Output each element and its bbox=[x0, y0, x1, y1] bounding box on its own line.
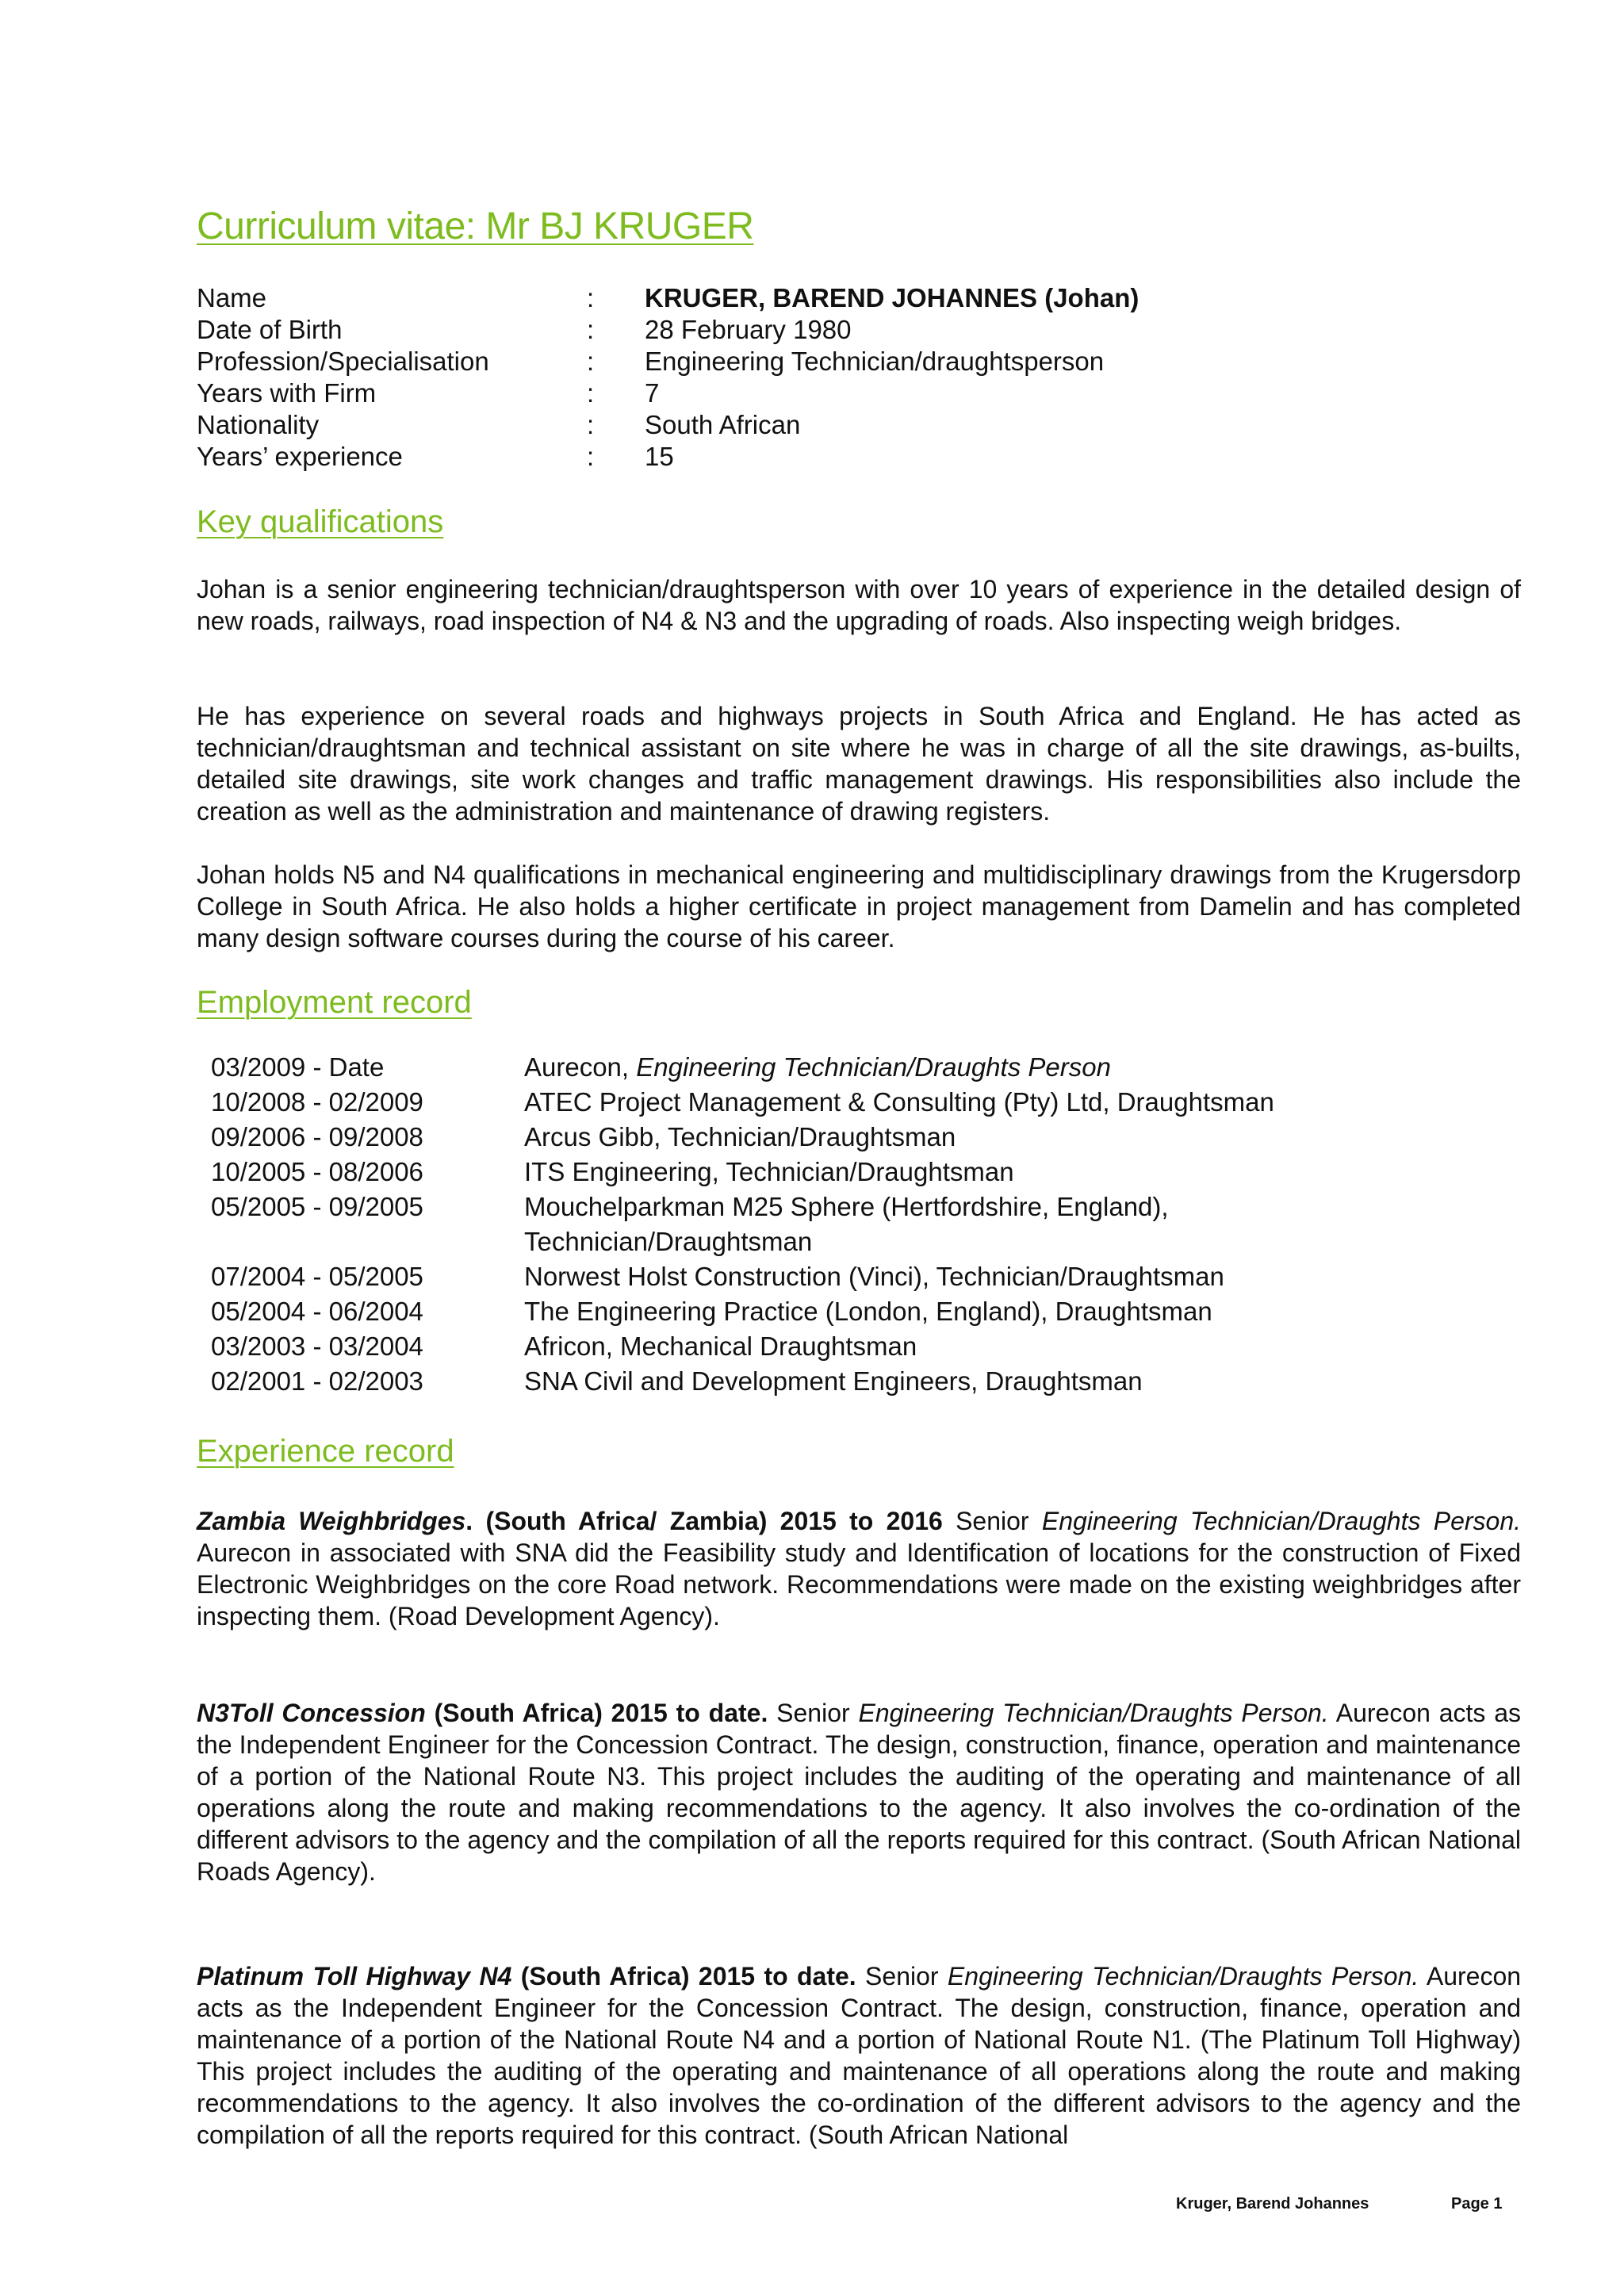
employment-description bbox=[524, 1120, 1357, 1155]
employment-row bbox=[211, 1364, 1521, 1399]
project-description: Aurecon acts as the Independent Engineer for the Concession Contract. The design, construction, finance, operation and maintenance of a portion of the National Route N4 and a portion of National Route N1. (The Platinum Toll Highway) This project includes the auditing of the operating and maintenance of all operations along the route and making recommendations to the agency. It also involves the co-ordination of the different advisors to the agency and the compilation of all the reports required for this contract. (South African National bbox=[197, 1962, 1522, 2149]
key-qualifications-heading: Key qualifications bbox=[197, 504, 444, 539]
project-role: Engineering Technician/Draughts Person. bbox=[1041, 1507, 1522, 1535]
employer-name: Mouchelparkman M25 Sphere (Hertfordshire, England), bbox=[524, 1192, 1169, 1221]
employment-description bbox=[524, 1190, 1357, 1259]
job-role: Technician/Draughtsman bbox=[524, 1227, 813, 1256]
detail-colon: : bbox=[587, 442, 595, 471]
detail-colon: : bbox=[587, 410, 595, 439]
employer-name: Aurecon, bbox=[524, 1052, 630, 1082]
detail-label: Profession/Specialisation bbox=[197, 347, 489, 376]
job-role: Draughtsman bbox=[1055, 1297, 1212, 1326]
employer-name: Arcus Gibb, bbox=[524, 1122, 661, 1151]
employment-row bbox=[211, 1120, 1521, 1155]
detail-value: Engineering Technician/draughtsperson bbox=[645, 347, 1105, 376]
role-lead: Senior bbox=[942, 1507, 1042, 1535]
employment-row bbox=[211, 1190, 1521, 1259]
role-lead: Senior bbox=[856, 1962, 948, 1990]
employer-name: SNA Civil and Development Engineers, bbox=[524, 1366, 979, 1396]
job-role: Technician/Draughtsman bbox=[667, 1122, 956, 1151]
detail-label: Years with Firm bbox=[197, 378, 377, 408]
footer-page-number: Page 1 bbox=[1451, 2195, 1503, 2213]
employment-dates: 05/2004 - 06/2004 bbox=[211, 1297, 423, 1326]
detail-value: South African bbox=[645, 410, 801, 439]
detail-colon: : bbox=[587, 283, 595, 312]
job-role: Technician/Draughtsman bbox=[936, 1262, 1224, 1291]
detail-label: Name bbox=[197, 283, 267, 312]
employment-description bbox=[524, 1259, 1357, 1294]
job-role: Draughtsman bbox=[1116, 1087, 1274, 1117]
detail-colon: : bbox=[587, 378, 595, 408]
job-role: Technician/Draughtsman bbox=[726, 1157, 1014, 1186]
job-role: Engineering Technician/Draughts Person bbox=[636, 1052, 1111, 1082]
employment-description bbox=[524, 1050, 1357, 1085]
project-name: Zambia Weighbridges bbox=[197, 1507, 466, 1535]
detail-row-nationality bbox=[197, 409, 1521, 441]
detail-row-profession bbox=[197, 346, 1521, 377]
employer-name: Africon, bbox=[524, 1331, 613, 1361]
employer-name: The Engineering Practice (London, England), bbox=[524, 1297, 1048, 1326]
detail-row-years-with-firm bbox=[197, 377, 1521, 409]
employment-record-heading: Employment record bbox=[197, 985, 472, 1020]
employer-name: ATEC Project Management & Consulting (Pty) Ltd, bbox=[524, 1087, 1110, 1117]
detail-value: 7 bbox=[645, 378, 660, 408]
role-lead: Senior bbox=[768, 1699, 859, 1727]
employment-dates: 09/2006 - 09/2008 bbox=[211, 1122, 423, 1151]
employment-description bbox=[524, 1155, 1357, 1190]
job-role: Draughtsman bbox=[985, 1366, 1143, 1396]
employment-description bbox=[524, 1085, 1357, 1120]
project-location-dates: (South Africa) 2015 to date. bbox=[511, 1962, 856, 1990]
detail-row-name bbox=[197, 282, 1521, 314]
detail-value: 28 February 1980 bbox=[645, 315, 852, 344]
project-location-dates: . (South Africa/ Zambia) 2015 to 2016 bbox=[465, 1507, 943, 1535]
experience-record-heading: Experience record bbox=[197, 1434, 454, 1469]
employment-dates: 10/2005 - 08/2006 bbox=[211, 1157, 423, 1186]
detail-row-dob bbox=[197, 314, 1521, 346]
employment-description bbox=[524, 1364, 1357, 1399]
qualification-paragraph: Johan holds N5 and N4 qualifications in mechanical engineering and multidisciplinary drawings from the Krugersdorp College in South Africa. He also holds a higher certificate in project management from Damelin and has completed many design software courses during the course of his career. bbox=[197, 860, 1521, 952]
detail-label: Nationality bbox=[197, 410, 320, 439]
employment-row bbox=[211, 1329, 1521, 1364]
employer-name: Norwest Holst Construction (Vinci), bbox=[524, 1262, 930, 1291]
qualification-paragraph: He has experience on several roads and highways projects in South Africa and England. He has acted as technician/draughtsman and technical assistant on site where he was in charge of all the site drawings, as-builts, detailed site drawings, site work changes and traffic management drawings. His responsibilities also include the creation as well as the administration and maintenance of drawing registers. bbox=[197, 702, 1521, 826]
employment-dates: 02/2001 - 02/2003 bbox=[211, 1366, 423, 1396]
project-name: N3Toll Concession bbox=[197, 1699, 426, 1727]
project-role: Engineering Technician/Draughts Person. bbox=[858, 1699, 1329, 1727]
project-name: Platinum Toll Highway N4 bbox=[197, 1962, 512, 1990]
employment-row bbox=[211, 1259, 1521, 1294]
footer-name: Kruger, Barend Johannes bbox=[1176, 2195, 1369, 2213]
experience-entry bbox=[197, 1505, 1521, 1632]
employment-row bbox=[211, 1085, 1521, 1120]
document-title: Curriculum vitae: Mr BJ KRUGER bbox=[197, 205, 754, 247]
detail-label: Date of Birth bbox=[197, 315, 343, 344]
detail-value: KRUGER, BAREND JOHANNES (Johan) bbox=[645, 283, 1139, 312]
detail-colon: : bbox=[587, 347, 595, 376]
detail-row-experience bbox=[197, 441, 1521, 473]
employment-description bbox=[524, 1329, 1357, 1364]
detail-label: Years’ experience bbox=[197, 442, 403, 471]
project-description: Aurecon in associated with SNA did the Feasibility study and Identification of locations for the construction of Fixed Electronic Weighbridges on the core Road network. Recommendations were made on the existing weighbridges after inspecting them. (Road Development Agency). bbox=[197, 1538, 1521, 1630]
project-role: Engineering Technician/Draughts Person. bbox=[947, 1962, 1419, 1990]
detail-value: 15 bbox=[645, 442, 674, 471]
employment-dates: 10/2008 - 02/2009 bbox=[211, 1087, 423, 1117]
experience-entry bbox=[197, 1960, 1521, 2151]
qualification-paragraph: Johan is a senior engineering technician/draughtsperson with over 10 years of experience in the detailed design of new roads, railways, road inspection of N4 & N3 and the upgrading of roads. Also inspecting weigh bridges. bbox=[197, 575, 1521, 635]
detail-colon: : bbox=[587, 315, 595, 344]
employment-description bbox=[524, 1294, 1357, 1329]
project-description: Aurecon acts as the Independent Engineer for the Concession Contract. The design, construction, finance, operation and maintenance of a portion of the National Route N3. This project includes the auditing of the operating and maintenance of all operations along the route and making recommendations to the agency. It also involves the co-ordination of the different advisors to the agency and the compilation of all the reports required for this contract. (South African National Roads Agency). bbox=[197, 1699, 1522, 1886]
employment-dates: 03/2003 - 03/2004 bbox=[211, 1331, 423, 1361]
employment-dates: 03/2009 - Date bbox=[211, 1052, 385, 1082]
project-location-dates: (South Africa) 2015 to date. bbox=[425, 1699, 768, 1727]
employment-row bbox=[211, 1155, 1521, 1190]
job-role: Mechanical Draughtsman bbox=[620, 1331, 917, 1361]
employment-dates: 07/2004 - 05/2005 bbox=[211, 1262, 423, 1291]
employment-dates: 05/2005 - 09/2005 bbox=[211, 1192, 423, 1221]
employer-name: ITS Engineering, bbox=[524, 1157, 719, 1186]
employment-list bbox=[211, 1050, 1521, 1399]
employment-row bbox=[211, 1050, 1521, 1085]
experience-entry bbox=[197, 1697, 1521, 1887]
personal-details bbox=[197, 282, 1521, 473]
employment-row bbox=[211, 1294, 1521, 1329]
